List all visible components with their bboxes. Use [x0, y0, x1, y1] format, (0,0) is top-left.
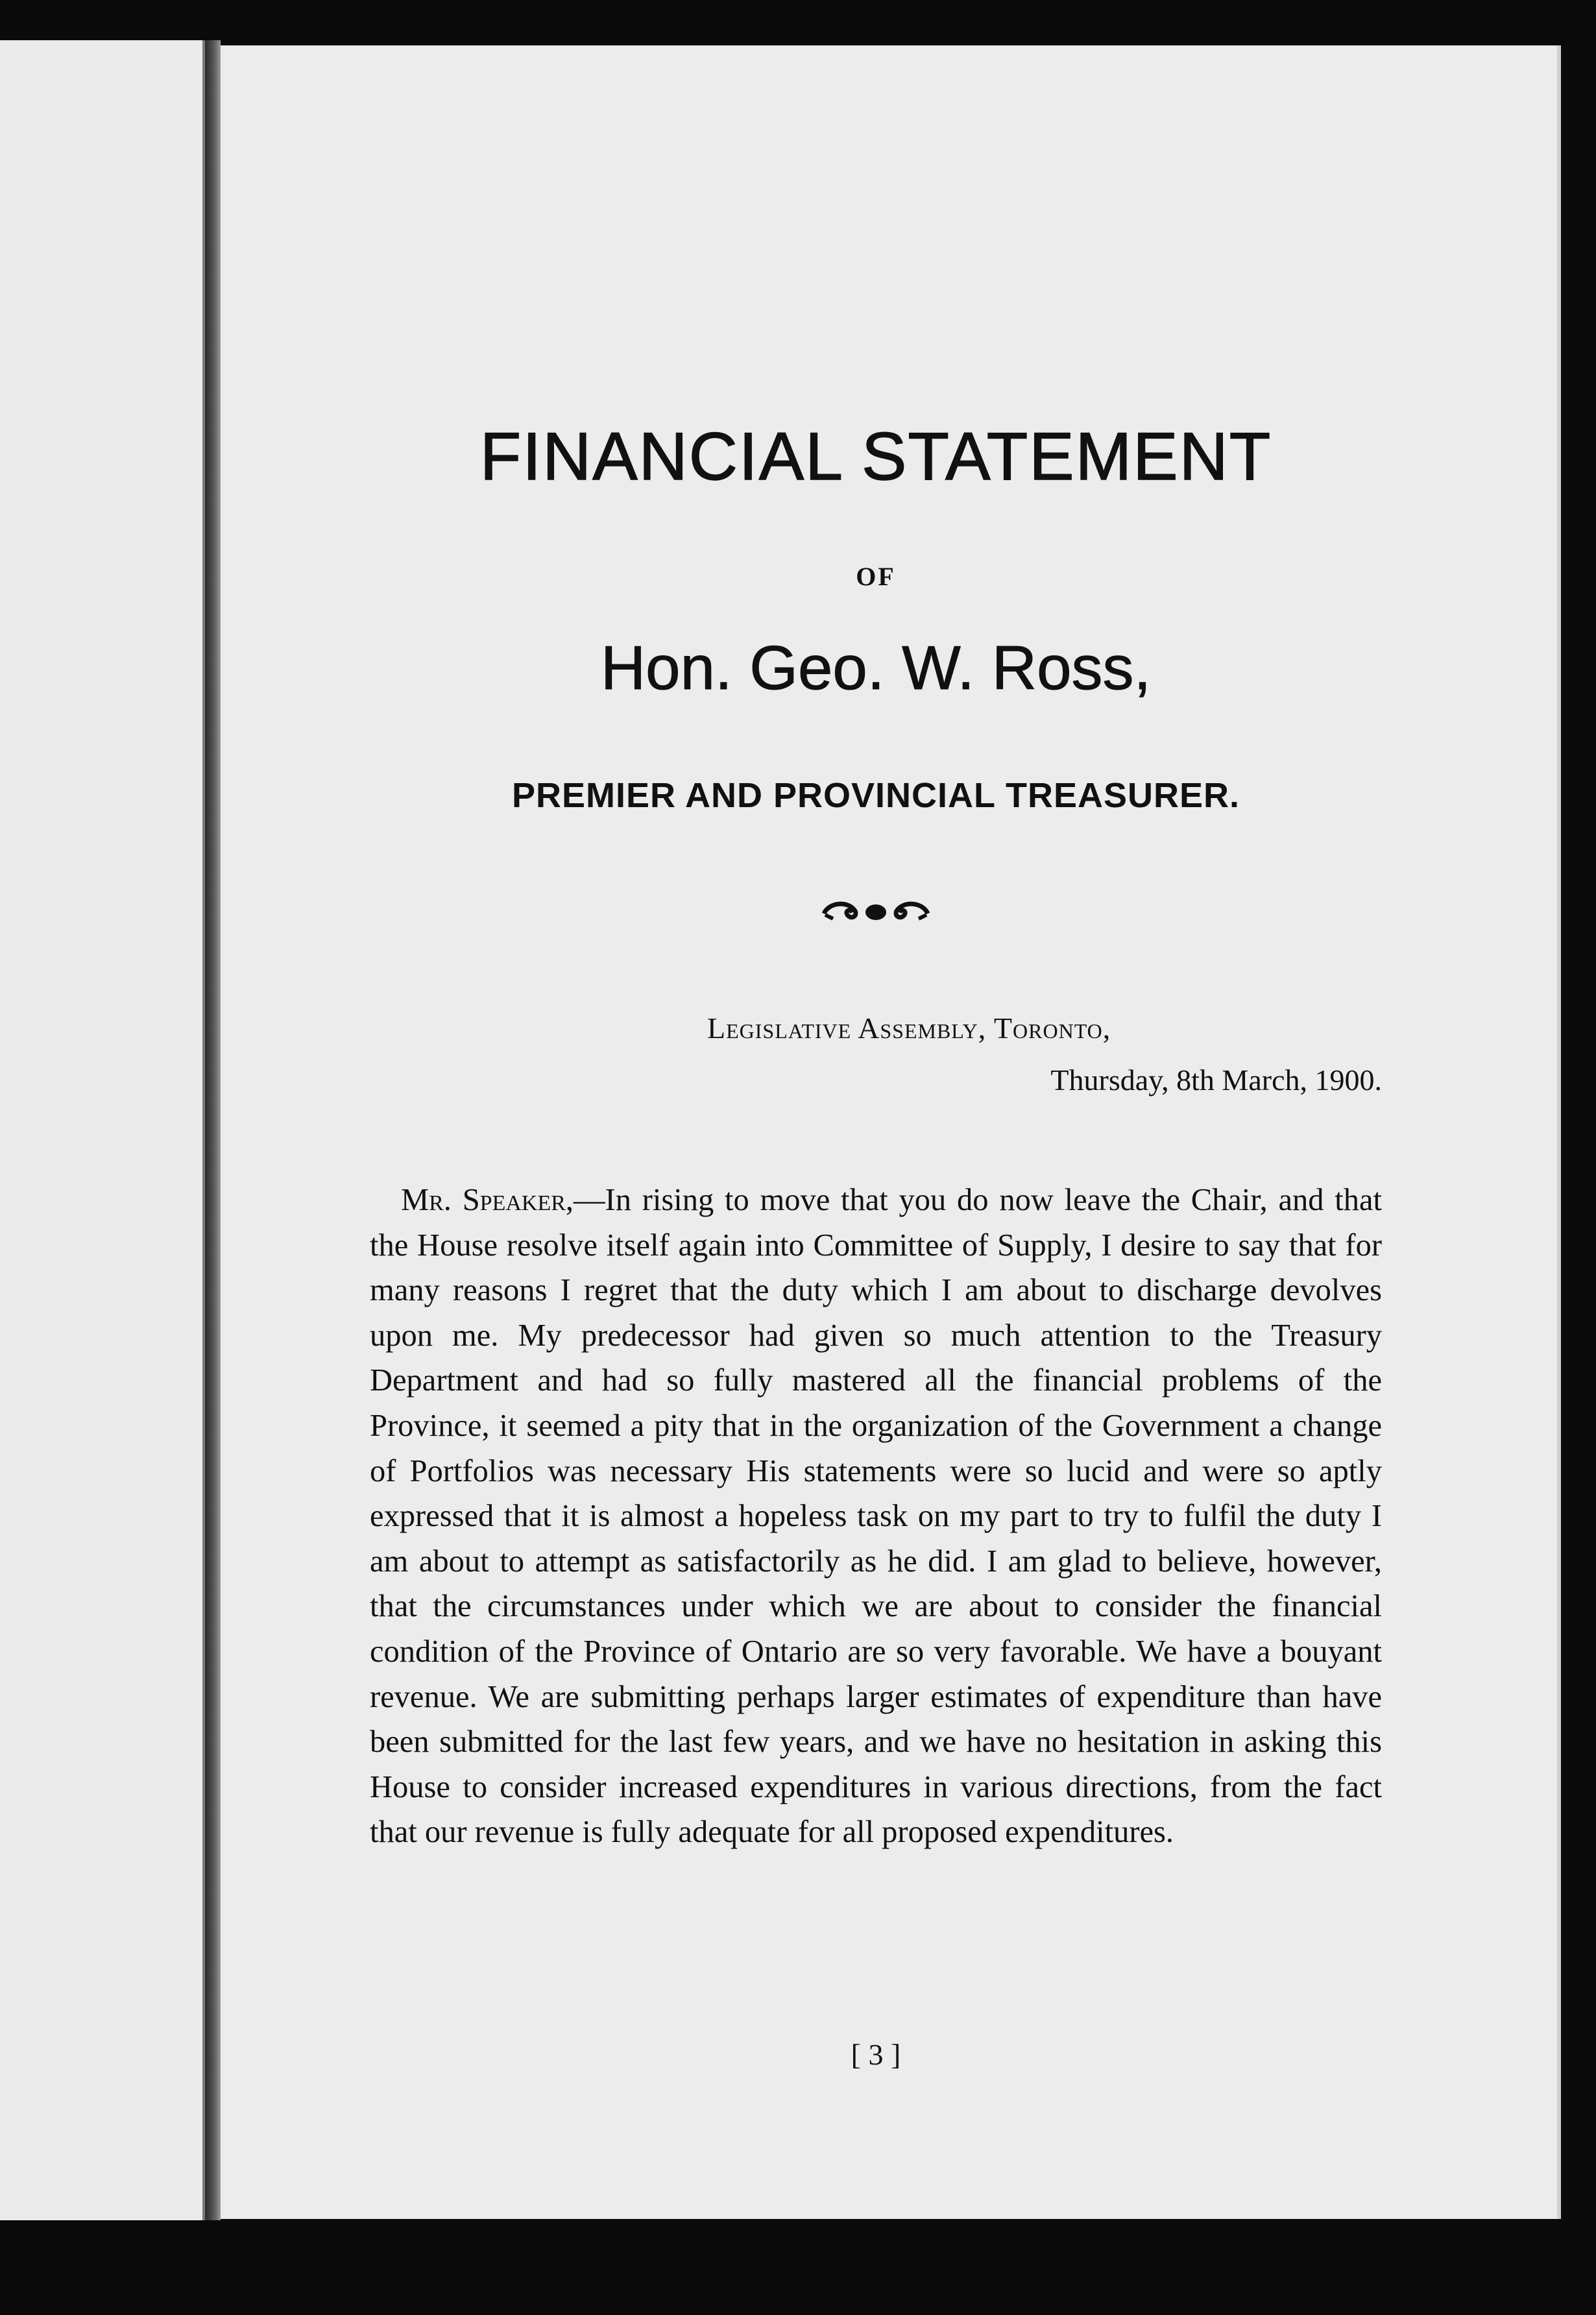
document-title: FINANCIAL STATEMENT [479, 419, 1272, 494]
salutation: Mr. Speaker, [401, 1183, 574, 1217]
document-page [221, 45, 1561, 2219]
ornament-icon [817, 895, 934, 928]
page-number: [ 3 ] [851, 2038, 901, 2071]
author-office: PREMIER AND PROVINCIAL TREASURER. [511, 776, 1240, 815]
title-connector: OF [856, 562, 896, 591]
dateline-place: Legislative Assembly, Toronto, [707, 1012, 1111, 1045]
binding-gutter [205, 40, 221, 2220]
speech-paragraph [370, 1178, 1382, 1855]
facing-page [0, 40, 205, 2220]
author-name: Hon. Geo. W. Ross, [600, 633, 1152, 703]
dateline-date: Thursday, 8th March, 1900. [1050, 1063, 1382, 1097]
speech-body: —In rising to move that you do now leave the Chair, and that the House resolve itself again into Committee of Supply, I desire to say that for many reasons I regret that the duty which I am about to discharge devolves upon me. My predecessor had given so much attention to the Treasury Department and had so fully mastered all the financial problems of the Province, it seemed a pity that in the organization of the Government a change of Portfolios was necessary His statements were so lucid and were so aptly expressed that it is almost a hopeless task on my part to try to fulfil the duty I am about to attempt as satisfactorily as he did. I am glad to believe, however, that the circumstances under which we are about to consider the financial condition of the Province of Ontario are so very favorable. We have a bouyant revenue. We are submitting perhaps larger estimates of expenditure than have been submitted for the last few years, and we have no hesitation in asking this House to consider increased expenditures in various directions, from the fact that our revenue is fully adequate for all proposed expenditures. [370, 1183, 1382, 1850]
